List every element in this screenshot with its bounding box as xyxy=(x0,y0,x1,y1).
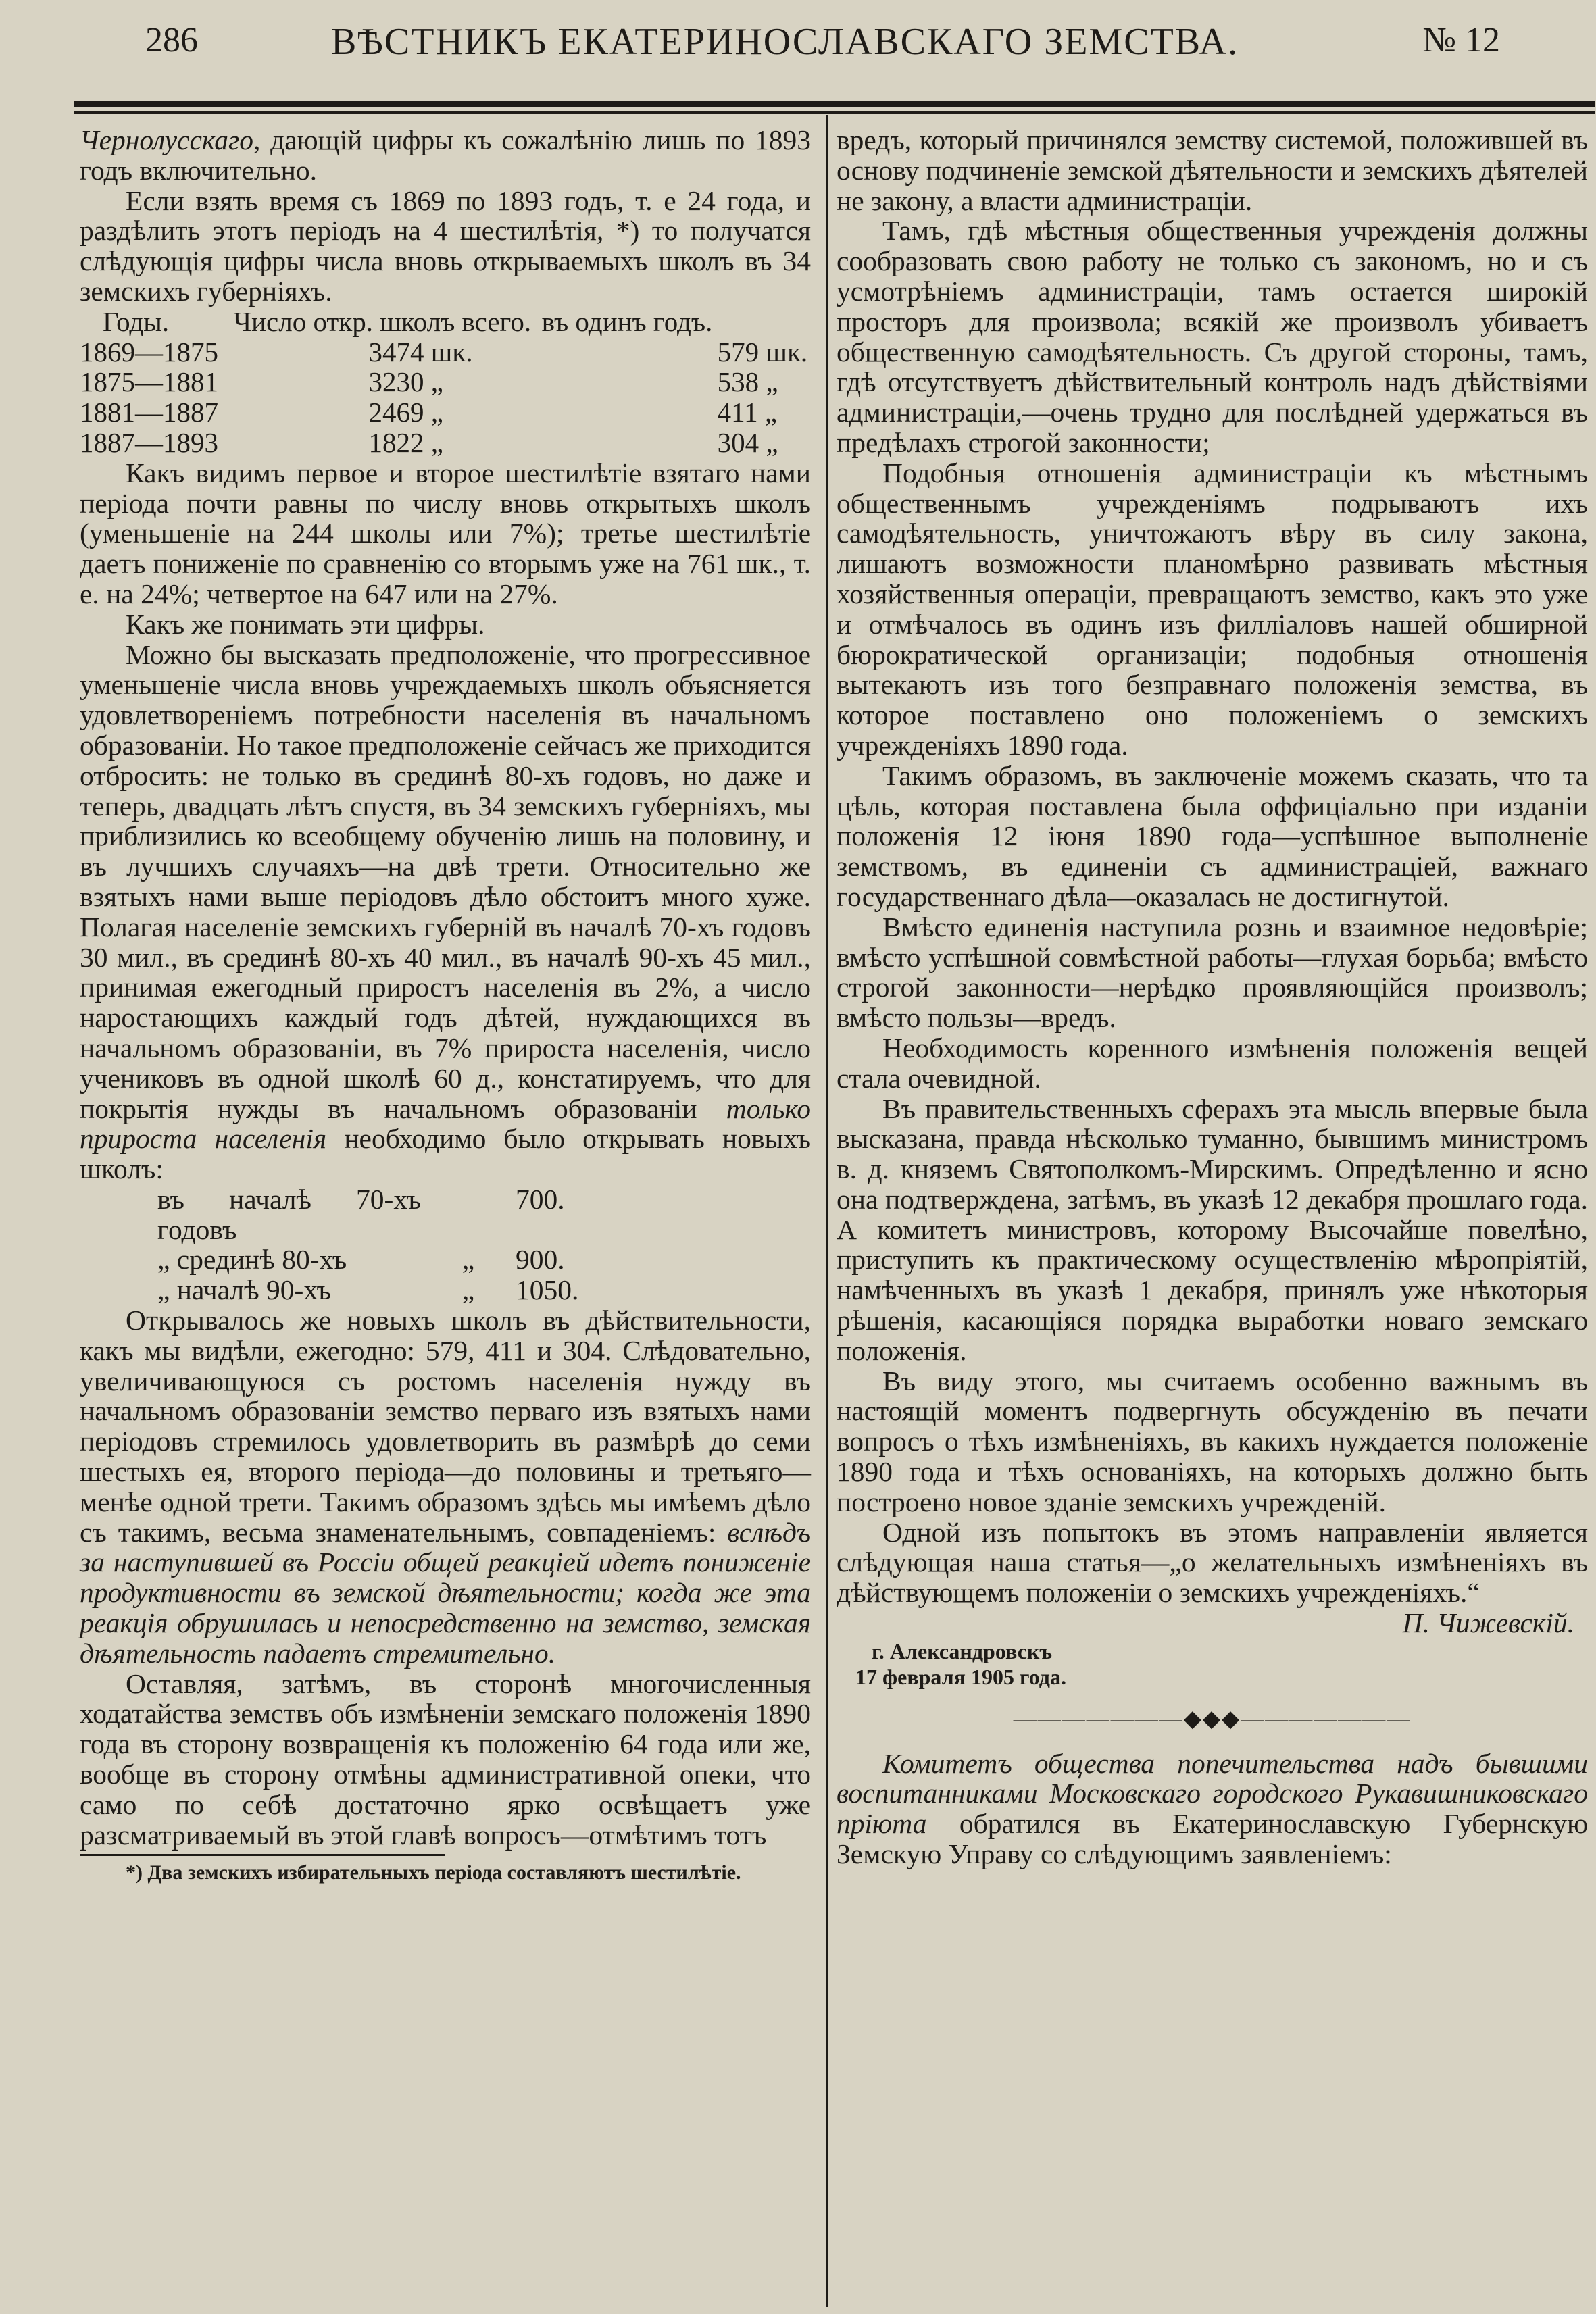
page-header xyxy=(74,20,1514,81)
table-cell: 538 „ xyxy=(717,366,778,398)
table-header-row xyxy=(80,307,811,337)
table-cell: 2469 „ xyxy=(368,397,443,428)
table-cell: 3230 „ xyxy=(368,366,443,398)
right-column xyxy=(837,125,1588,1869)
table-row xyxy=(80,397,811,428)
table-cell: 3474 шк. xyxy=(368,336,473,368)
table-cell: 1822 „ xyxy=(368,426,443,458)
place-line: г. Александровскъ xyxy=(872,1638,1053,1663)
italic-emphasis: вслѣдъ за наступившей въ Россіи общей реакціей идетъ пониженіе продуктивности въ земской дѣятельности; когда же эта реакція обрушилась и непосредственно на земство, земская дѣятельность падаетъ стремительно. xyxy=(80,1516,811,1669)
paragraph: Можно бы высказать предположеніе, что прогрессивное уменьшеніе числа вновь учреждаемыхъ школъ объясняется удовлетвореніемъ потребности населенія въ начальномъ образованіи. Но такое предположеніе сейчасъ же приходится отбросить: не только въ срединѣ 80-хъ годовъ, но даже и теперь, двадцать лѣтъ спустя, въ 34 земскихъ губерніяхъ, мы приблизились ко всеобщему обученію лишь на половину, и въ лучшихъ случаяхъ—на двѣ трети. Относительно же взятыхъ нами выше періодовъ дѣло обстоитъ много хуже. Полагая населеніе земскихъ губерній въ началѣ 70-хъ годовъ 30 мил., въ срединѣ 80-хъ 40 мил., въ началѣ 90-хъ 45 мил., принимая ежегодный приростъ населенія въ 2%, а число наростающихъ каждый годъ дѣтей, нуждающихся въ начальномъ образованіи, въ 7% прироста населенія, число учениковъ въ одной школѣ 60 д., констатируемъ, что для покрытія нужды въ начальномъ образованіи только прироста населенія необходимо было открывать новыхъ школъ: xyxy=(80,638,812,1185)
author-signature: П. Чижевскій. xyxy=(1402,1607,1574,1639)
paragraph: Одной изъ попытокъ въ этомъ направленіи является слѣдующая наша статья—„о желательныхъ измѣненіяхъ въ дѣйствующемъ положеніи о земскихъ учрежденіяхъ.“ xyxy=(837,1516,1588,1609)
italic-name: Чернолусскаго xyxy=(80,124,253,155)
table-cell: 304 „ xyxy=(717,426,778,458)
paragraph: Въ правительственныхъ сферахъ эта мысль впервые была высказана, правда нѣсколько туманно, бывшимъ министромъ в. д. княземъ Святополкомъ-Мирскимъ. Опредѣленно и ясно она подтверждена, затѣмъ, въ указѣ 12 декабря прошлаго года. А комитетъ министровъ, которому Высочайше повелѣно, приступить къ практическому осуществленію мѣропріятій, намѣченныхъ въ указѣ 1 декабря, принялъ уже нѣкоторыя рѣшенія, касающіяся порядка выработки новаго земскаго положенія. xyxy=(837,1092,1588,1366)
paragraph: Комитетъ общества попечительства надъ бывшими воспитанниками Московскаго городского Рукавишниковскаго пріюта обратился въ Екатеринославскую Губернскую Земскую Управу со слѣдующимъ заявленіемъ: xyxy=(837,1747,1588,1870)
needed-schools-list xyxy=(80,1184,811,1305)
italic-emphasis: только прироста населенія xyxy=(80,1092,811,1155)
table-cell: 1869—1875 xyxy=(80,336,218,368)
table-cell: 1881—1887 xyxy=(80,397,218,428)
table-row xyxy=(80,428,811,458)
paragraph: Открывалось же новыхъ школъ въ дѣйствительности, какъ мы видѣли, ежегодно: 579, 411 и 304. Слѣдовательно, увеличивающуюся съ ростомъ населенія нужду въ начальномъ образованіи земство перваго изъ взятыхъ нами періодовъ стремилось удовлетворить въ размѣрѣ до семи шестыхъ ея, второго періода—до половины и третьяго—менѣе одной трети. Такимъ образомъ здѣсь мы имѣемъ дѣло съ такимъ, весьма знаменательнымъ, совпаденіемъ: вслѣдъ за наступившей въ Россіи общей реакціей идетъ пониженіе продуктивности въ земской дѣятельности; когда же эта реакція обрушилась и непосредственно на земство, земская дѣятельность падаетъ стремительно. xyxy=(80,1305,811,1669)
table-header-cell: Годы. xyxy=(103,305,170,337)
paragraph: Необходимость коренного измѣненія положенія вещей стала очевидной. xyxy=(837,1032,1588,1094)
list-item: „ началѣ 90-хъ „ 1050. xyxy=(157,1274,579,1306)
paragraph: вредъ, который причинялся земству системой, положившей въ основу подчиненіе земской дѣятельности и земскихъ дѣятелей не закону, а власти администраціи. xyxy=(837,124,1588,216)
paragraph: Въ виду этого, мы считаемъ особенно важнымъ въ настоящій моментъ подвергнуть обсужденію въ печати вопросъ о тѣхъ измѣненіяхъ, въ какихъ нуждается положеніе 1890 года и тѣхъ основаніяхъ, на которыхъ должно быть построено новое зданіе земскихъ учрежденій. xyxy=(837,1365,1588,1517)
table-header-cell: Число откр. школъ всего. xyxy=(233,305,532,337)
table-cell: 1887—1893 xyxy=(80,426,218,458)
date-line: 17 февраля 1905 года. xyxy=(855,1664,1066,1689)
list-item: въ началѣ 70-хъ годовъ 700. xyxy=(157,1183,565,1245)
paragraph: Тамъ, гдѣ мѣстныя общественныя учрежденія должны сообразовать свою работу не только съ закономъ, но и съ усмотрѣніемъ администраціи, тамъ остается широкій просторъ для произвола; всякій же произволъ убиваетъ общественную самодѣятельность. Съ другой стороны, тамъ, гдѣ отсутствуетъ дѣйствительный контроль надъ дѣйствіями администраціи,—очень трудно для послѣдней удержаться въ предѣлахъ строгой законности; xyxy=(837,215,1588,458)
ornament-divider: ———————◆◆◆——————— xyxy=(1013,1706,1412,1732)
footnote-rule xyxy=(80,1854,445,1856)
paragraph: Такимъ образомъ, въ заключеніе можемъ сказать, что та цѣль, которая поставлена была оффиціально при изданіи положенія 12 іюня 1890 года—успѣшное выполненіе земствомъ, въ единеніи съ администраціей, важнаго государственнаго дѣла—оказалась не достигнутой. xyxy=(837,759,1588,912)
journal-title: ВѢСТНИКЪ ЕКАТЕРИНОСЛАВСКАГО ЗЕМСТВА. xyxy=(331,21,1239,63)
left-column xyxy=(80,125,811,1884)
paragraph: Подобныя отношенія администраціи къ мѣстнымъ общественнымъ учрежденіямъ подрываютъ ихъ самодѣятельность, уничтожаютъ вѣру въ силу закона, лишаютъ возможности планомѣрно развивать мѣстныя хозяйственныя операціи, превращаютъ земство, какъ это уже и отмѣчалось въ одинъ изъ филліаловъ нашей обширной бюрократической организаціи; подобныя отношенія вытекаютъ изъ того безправнаго положенія земства, въ которое поставлено оно положеніемъ о земскихъ учрежденіяхъ 1890 года. xyxy=(837,457,1588,761)
table-row xyxy=(80,337,811,368)
list-item: „ срединѣ 80-хъ „ 900. xyxy=(157,1244,565,1276)
table-row xyxy=(80,367,811,397)
table-header-cell: въ одинъ годъ. xyxy=(541,305,713,337)
column-divider xyxy=(826,115,828,2307)
paragraph: Чернолусскаго, дающій цифры къ сожалѣнію лишь по 1893 годъ включительно. xyxy=(80,124,811,186)
table-cell: 1875—1881 xyxy=(80,366,218,398)
paragraph: Если взять время съ 1869 по 1893 годъ, т. е 24 года, и раздѣлить этотъ періодъ на 4 шестилѣтія, *) то получатся слѣдующія цифры числа вновь открываемыхъ школъ въ 34 земскихъ губерніяхъ. xyxy=(80,184,811,307)
header-rule-thick xyxy=(74,101,1595,107)
paragraph: Оставляя, затѣмъ, въ сторонѣ многочисленныя ходатайства земствъ объ измѣненіи земскаго положенія 1890 года въ сторону возвращенія къ положенію 64 года или же, вообще въ сторону отмѣны административной опеки, что само по себѣ достаточно ярко освѣщаетъ уже разсматриваемый въ этой главѣ вопросъ—отмѣтимъ тотъ xyxy=(80,1667,811,1851)
footnote: *) Два земскихъ избирательныхъ періода составляютъ шестилѣтіе. xyxy=(126,1861,741,1884)
page-number: 286 xyxy=(145,21,198,59)
header-rule-thin xyxy=(74,111,1595,114)
paragraph: Вмѣсто единенія наступила рознь и взаимное недовѣріе; вмѣсто успѣшной совмѣстной работы—глухая борьба; вмѣсто строгой законности—нерѣдко проявляющійся произволъ; вмѣсто пользы—вредъ. xyxy=(837,911,1588,1034)
table-cell: 579 шк. xyxy=(717,336,808,368)
paragraph: Какъ же понимать эти цифры. xyxy=(126,608,485,640)
issue-number: № 12 xyxy=(1422,21,1500,59)
schools-table xyxy=(80,307,811,458)
table-cell: 411 „ xyxy=(717,397,778,428)
paragraph: Какъ видимъ первое и второе шестилѣтіе взятаго нами періода почти равны по числу вновь открытыхъ школъ (уменьшеніе на 244 школы или 7%); третье шестилѣтіе даетъ пониженіе по сравненію со вторымъ уже на 761 шк., т. е. на 24%; четвертое на 647 или на 27%. xyxy=(80,457,811,609)
italic-emphasis: Комитетъ общества попечительства надъ бывшими воспитанниками Московскаго городского Рукавишниковскаго пріюта xyxy=(837,1747,1588,1840)
